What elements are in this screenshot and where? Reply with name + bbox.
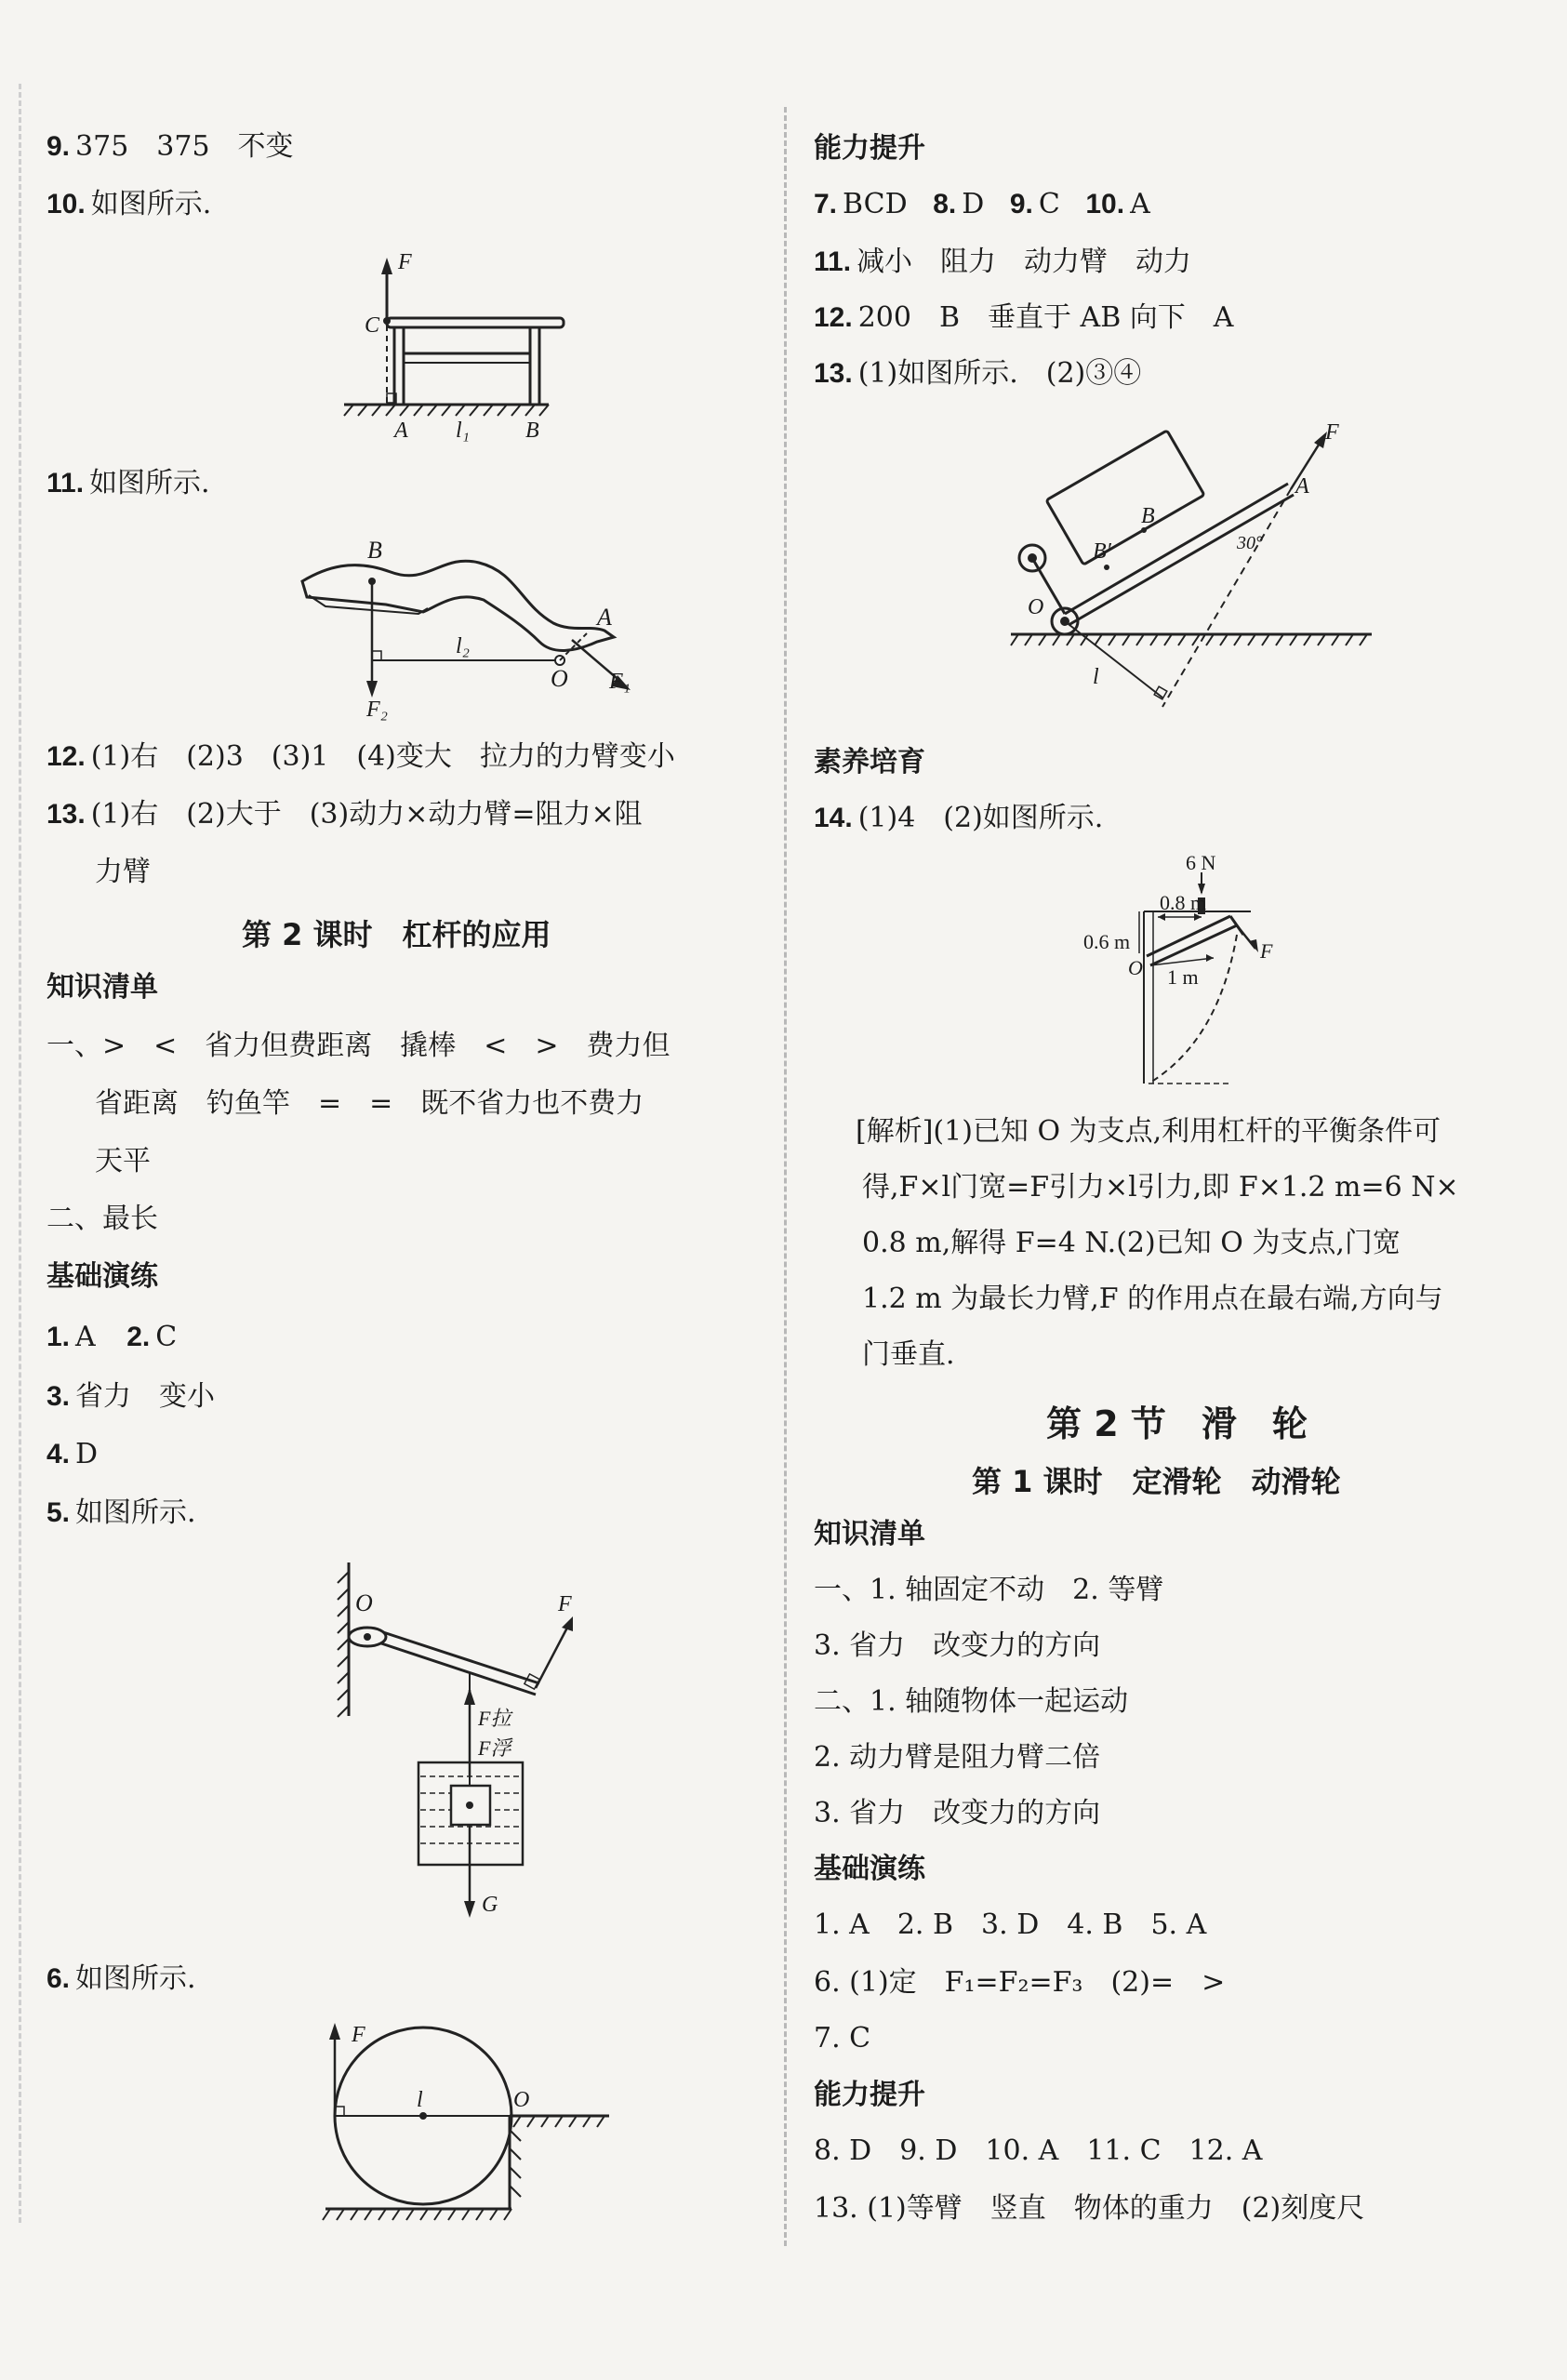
label-F-la: F拉 xyxy=(478,1707,511,1730)
pulley-knowledge-4: 2. 动力臂是阻力臂二倍 xyxy=(814,1741,1101,1774)
knowledge-1b: 省距离 钓鱼竿 = = 既不省力也不费力 xyxy=(95,1087,644,1120)
basic-1-2: 1. A 2. C xyxy=(46,1321,178,1353)
label-B-prime: B′ xyxy=(1093,539,1111,564)
heading-knowledge: 知识清单 xyxy=(46,971,158,1004)
analysis-line-2: 得,F×l门宽=F引力×l引力,即 F×1.2 m=6 N× xyxy=(862,1171,1459,1203)
pulley-improve-13: 13. (1)等臂 竖直 物体的重力 (2)刻度尺 xyxy=(814,2192,1365,2225)
label-0-8m: 0.8 m xyxy=(1160,891,1207,914)
label-C: C xyxy=(365,313,380,338)
pulley-knowledge-2: 3. 省力 改变力的方向 xyxy=(814,1629,1101,1662)
knowledge-1a: 一、> < 省力但费距离 撬棒 < > 费力但 xyxy=(46,1030,671,1062)
answers-7-10: 7. BCD 8. D 9. C 10. A xyxy=(814,188,1150,220)
label-O: O xyxy=(551,665,568,692)
label-A: A xyxy=(597,604,612,631)
figure-6-wheel-lever xyxy=(270,2009,623,2223)
label-F1: F₁ xyxy=(609,670,631,694)
label-l: l xyxy=(1093,665,1099,689)
column-divider xyxy=(784,107,787,2246)
answer-r12: 12. 200 B 垂直于 AB 向下 A xyxy=(814,301,1234,334)
label-O: O xyxy=(1128,956,1143,979)
pulley-improve-8-12: 8. D 9. D 10. A 11. C 12. A xyxy=(814,2134,1263,2167)
knowledge-1c: 天平 xyxy=(95,1145,151,1177)
heading-basic-2: 基础演练 xyxy=(814,1853,925,1885)
label-F: F xyxy=(398,250,412,274)
label-6N: 6 N xyxy=(1186,856,1216,874)
pulley-basic-6: 6. (1)定 F₁=F₂=F₃ (2)= > xyxy=(814,1966,1226,1999)
basic-4: 4. D xyxy=(46,1438,99,1470)
label-F: F xyxy=(1260,939,1273,963)
analysis-line-3: 0.8 m,解得 F=4 N.(2)已知 O 为支点,门宽 xyxy=(862,1227,1401,1259)
label-F: F xyxy=(352,2023,365,2047)
knowledge-2: 二、最长 xyxy=(46,1203,158,1235)
label-G: G xyxy=(482,1893,498,1917)
label-angle: 30° xyxy=(1237,533,1263,553)
label-l1: l₁ xyxy=(456,419,471,443)
answer-13: 13. (1)右 (2)大于 (3)动力×动力臂=阻力×阻 xyxy=(46,798,643,831)
label-B: B xyxy=(525,419,539,443)
figure-5-lever-buoyancy xyxy=(279,1553,595,1944)
label-l2: l₂ xyxy=(456,634,471,658)
answer-r14: 14. (1)4 (2)如图所示. xyxy=(814,802,1104,834)
answer-9: 9. 375 375 不变 xyxy=(46,130,294,163)
answer-13-cont: 力臂 xyxy=(95,856,151,888)
pulley-basic-1-5: 1. A 2. B 3. D 4. B 5. A xyxy=(814,1908,1207,1941)
section-2-title: 第 2 节 滑 轮 xyxy=(1046,1403,1308,1444)
figure-r13-cart-lever xyxy=(1000,419,1390,735)
answer-10: 10. 如图所示. xyxy=(46,188,212,220)
label-O: O xyxy=(513,2088,530,2112)
heading-knowledge-2: 知识清单 xyxy=(814,1518,925,1550)
analysis-line-5: 门垂直. xyxy=(862,1338,955,1371)
label-F: F xyxy=(1325,420,1339,445)
answer-11: 11. 如图所示. xyxy=(46,467,210,499)
heading-basic: 基础演练 xyxy=(46,1260,158,1293)
basic-6: 6. 如图所示. xyxy=(46,1962,196,1995)
pulley-basic-7: 7. C xyxy=(814,2022,871,2054)
figure-r14-door xyxy=(1065,856,1288,1102)
basic-3: 3. 省力 变小 xyxy=(46,1380,216,1413)
label-O: O xyxy=(1028,595,1044,619)
label-A: A xyxy=(394,419,408,443)
pulley-knowledge-1: 一、1. 轴固定不动 2. 等臂 xyxy=(814,1574,1164,1606)
heading-improve-2: 能力提升 xyxy=(814,2079,925,2111)
basic-5: 5. 如图所示. xyxy=(46,1496,196,1529)
analysis-line-4: 1.2 m 为最长力臂,F 的作用点在最右端,方向与 xyxy=(862,1283,1443,1315)
analysis-line-1: [解析](1)已知 O 为支点,利用杠杆的平衡条件可 xyxy=(856,1115,1441,1148)
label-B: B xyxy=(1141,504,1155,528)
label-F: F xyxy=(558,1592,572,1616)
label-O: O xyxy=(355,1589,373,1616)
heading-improve-1: 能力提升 xyxy=(814,132,925,165)
label-l: l xyxy=(417,2088,423,2112)
lesson-1-title: 第 1 课时 定滑轮 动滑轮 xyxy=(972,1464,1341,1499)
label-B: B xyxy=(367,537,382,564)
answer-r11: 11. 减小 阻力 动力臂 动力 xyxy=(814,246,1192,278)
answer-r13: 13. (1)如图所示. (2)③④ xyxy=(814,357,1142,390)
label-F2: F₂ xyxy=(366,698,389,722)
label-1m: 1 m xyxy=(1167,965,1199,989)
figure-11-lever xyxy=(251,521,651,725)
figure-10-table-lever xyxy=(316,246,614,456)
heading-literacy: 素养培育 xyxy=(814,746,925,778)
answer-12: 12. (1)右 (2)3 (3)1 (4)变大 拉力的力臂变小 xyxy=(46,740,675,773)
pulley-knowledge-3: 二、1. 轴随物体一起运动 xyxy=(814,1685,1129,1718)
left-margin-line xyxy=(19,84,21,2223)
label-A: A xyxy=(1295,474,1309,499)
label-F-fu: F浮 xyxy=(478,1736,511,1760)
pulley-knowledge-5: 3. 省力 改变力的方向 xyxy=(814,1797,1101,1829)
label-0-6m: 0.6 m xyxy=(1083,930,1131,953)
lesson-2-title: 第 2 课时 杠杆的应用 xyxy=(242,917,551,952)
